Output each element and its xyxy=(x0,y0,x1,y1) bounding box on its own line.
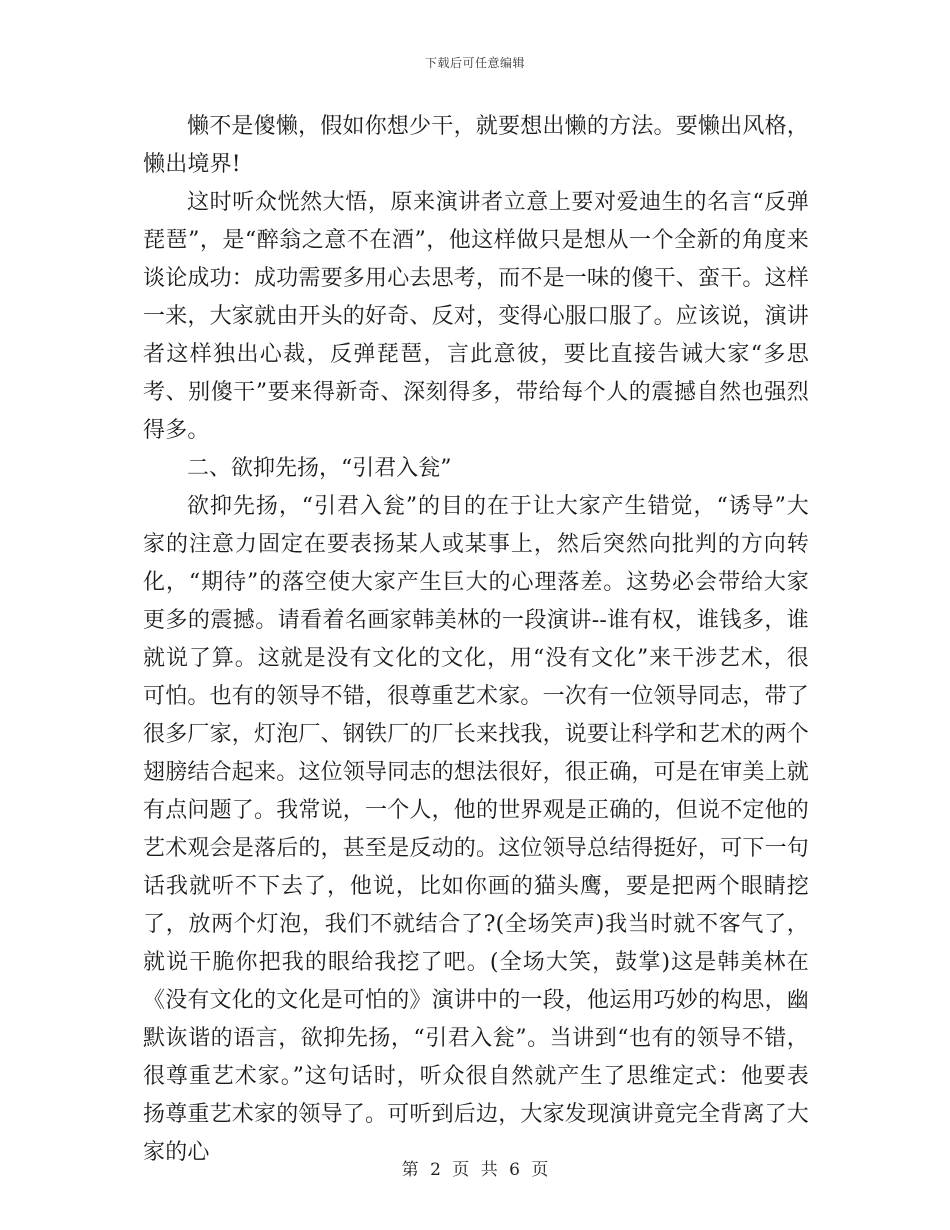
page-number: 第 2 页 共 6 页 xyxy=(401,1160,549,1180)
section-heading: 二、欲抑先扬，“引君入瓮” xyxy=(187,456,452,481)
paragraph-1: 懒不是傻懒，假如你想少干，就要想出懒的方法。要懒出风格，懒出境界! xyxy=(143,114,809,177)
page-header-note: 下载后可任意编辑 xyxy=(424,56,525,70)
document-body xyxy=(143,108,809,1172)
paragraph-3: 欲抑先扬，“引君入瓮”的目的在于让大家产生错觉，“诱导”大家的注意力固定在要表扬某人或某事上，然后突然向批判的方向转化，“期待”的落空使大家产生巨大的心理落差。这势必会带给大家更多的震撼。请看着名画家韩美林的一段演讲--谁有权，谁钱多，谁就说了算。这就是没有文化的文化，用“没有文化”来干涉艺术，很可怕。也有的领导不错，很尊重艺术家。一次有一位领导同志，带了很多厂家，灯泡厂、钢铁厂的厂长来找我，说要让科学和艺术的两个翅膀结合起来。这位领导同志的想法很好，很正确，可是在审美上就有点问题了。我常说，一个人，他的世界观是正确的，但说不定他的艺术观会是落后的，甚至是反动的。这位领导总结得挺好，可下一句话我就听不下去了，他说，比如你画的猫头鹰，要是把两个眼睛挖了，放两个灯泡，我们不就结合了?(全场笑声)我当时就不客气了，就说干脆你把我的眼给我挖了吧。(全场大笑，鼓掌)这是韩美林在《没有文化的文化是可怕的》演讲中的一段，他运用巧妙的构思，幽默诙谐的语言，欲抑先扬，“引君入瓮”。当讲到“也有的领导不错，很尊重艺术家。”这句话时，听众很自然就产生了思维定式：他要表扬尊重艺术家的领导了。可听到后边，大家发现演讲竟完全背离了大家的心 xyxy=(143,494,810,1165)
paragraph-2: 这时听众恍然大悟，原来演讲者立意上要对爱迪生的名言“反弹琵琶”，是“醉翁之意不在酒”，他这样做只是想从一个全新的角度来谈论成功：成功需要多用心去思考，而不是一味的傻干、蛮干。这样一来，大家就由开头的好奇、反对，变得心服口服了。应该说，演讲者这样独出心裁，反弹琵琶，言此意彼，要比直接告诫大家“多思考、别傻干”要来得新奇、深刻得多，带给每个人的震撼自然也强烈得多。 xyxy=(143,190,810,443)
